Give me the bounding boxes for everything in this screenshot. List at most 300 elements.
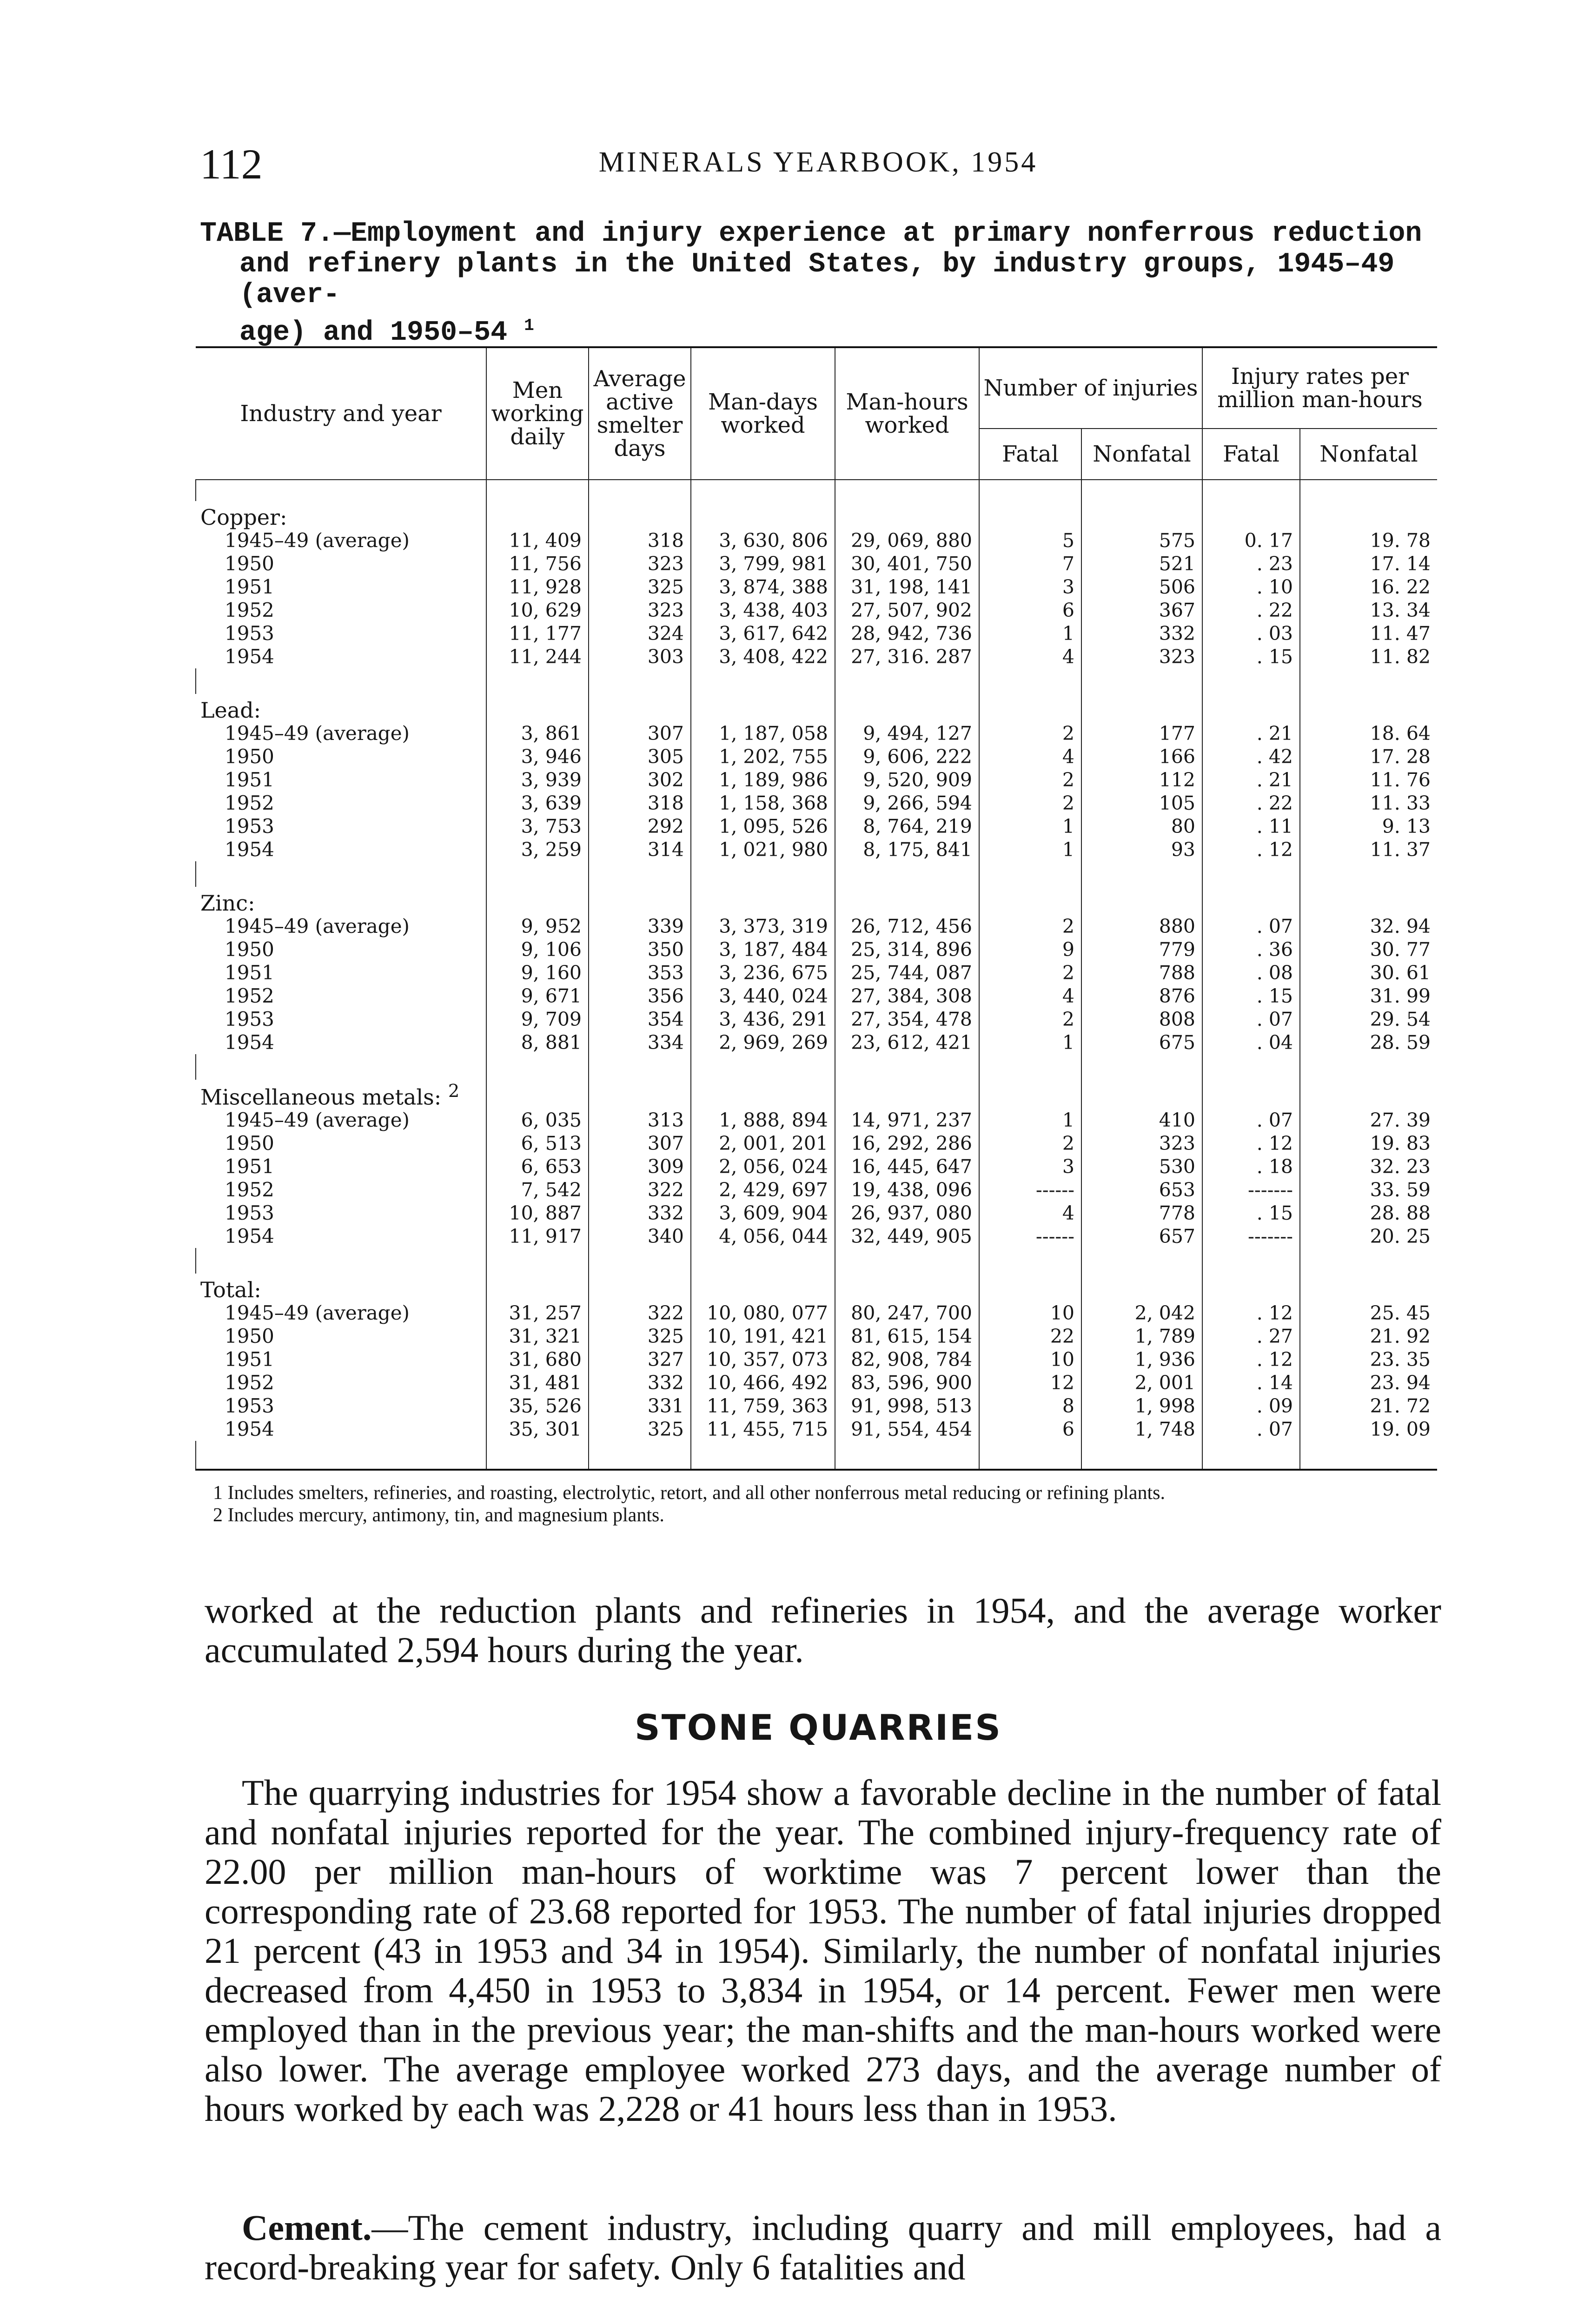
- cell-active-days: 323: [589, 599, 691, 622]
- row-label: 1954: [225, 1031, 274, 1054]
- cell-men-working: 7, 542: [486, 1178, 589, 1202]
- cell-man-days: 1, 021, 980: [691, 838, 835, 861]
- cell-active-days: 356: [589, 984, 691, 1008]
- cell-man-days: 10, 191, 421: [691, 1325, 835, 1348]
- cell-rate-fatal: . 15: [1202, 984, 1300, 1008]
- cell-rate-nonfatal: 19. 78: [1300, 529, 1437, 552]
- cell-active-days: 339: [589, 915, 691, 938]
- injury-table: [195, 346, 1437, 1471]
- table-spacer: [196, 480, 1437, 501]
- row-label: 1945–49 (average): [225, 915, 410, 938]
- cell-man-days: 1, 095, 526: [691, 815, 835, 838]
- cell-nonfatal: 323: [1081, 645, 1202, 668]
- cell-rate-fatal: . 07: [1202, 1109, 1300, 1132]
- cell-fatal: 1: [979, 1031, 1081, 1054]
- cell-man-hours: 81, 615, 154: [835, 1325, 979, 1348]
- cell-man-days: 1, 202, 755: [691, 745, 835, 768]
- cell-nonfatal: 1, 936: [1081, 1348, 1202, 1371]
- cell-man-hours: 26, 937, 080: [835, 1202, 979, 1225]
- table-caption-line-3: age) and 1950–54: [239, 317, 508, 349]
- cell-rate-nonfatal: 28. 59: [1300, 1031, 1437, 1054]
- table-row: [196, 622, 1437, 645]
- cell-men-working: 31, 481: [486, 1371, 589, 1394]
- cell-active-days: 318: [589, 792, 691, 815]
- cell-active-days: 307: [589, 1132, 691, 1155]
- cell-fatal: 1: [979, 622, 1081, 645]
- cell-rate-fatal: . 11: [1202, 815, 1300, 838]
- group-name: Lead:: [200, 698, 261, 723]
- cell-man-days: 3, 617, 642: [691, 622, 835, 645]
- cell-fatal: 2: [979, 1008, 1081, 1031]
- cell-fatal: 2: [979, 961, 1081, 984]
- cell-nonfatal: 1, 748: [1081, 1418, 1202, 1441]
- table-row: [196, 1301, 1437, 1325]
- cell-men-working: 6, 513: [486, 1132, 589, 1155]
- cell-man-hours: 28, 942, 736: [835, 622, 979, 645]
- table-body: [196, 480, 1437, 1470]
- cell-rate-fatal: -------: [1202, 1225, 1300, 1248]
- cell-man-hours: 91, 554, 454: [835, 1418, 979, 1441]
- cell-nonfatal: 177: [1081, 722, 1202, 745]
- table-row: [196, 1155, 1437, 1178]
- table-row: [196, 984, 1437, 1008]
- table-row: [196, 599, 1437, 622]
- cell-fatal: 10: [979, 1301, 1081, 1325]
- cell-men-working: 35, 301: [486, 1418, 589, 1441]
- cell-nonfatal: 166: [1081, 745, 1202, 768]
- cell-rate-fatal: . 09: [1202, 1394, 1300, 1418]
- table-row: [196, 1202, 1437, 1225]
- cell-men-working: 3, 861: [486, 722, 589, 745]
- cell-man-days: 1, 888, 894: [691, 1109, 835, 1132]
- group-name: Zinc:: [200, 891, 255, 916]
- cell-rate-nonfatal: 23. 94: [1300, 1371, 1437, 1394]
- cell-man-hours: 27, 507, 902: [835, 599, 979, 622]
- cell-man-hours: 31, 198, 141: [835, 575, 979, 599]
- cell-man-days: 2, 001, 201: [691, 1132, 835, 1155]
- cell-nonfatal: 675: [1081, 1031, 1202, 1054]
- table-row: [196, 768, 1437, 792]
- cell-rate-nonfatal: 17. 14: [1300, 552, 1437, 575]
- table-row: [196, 1132, 1437, 1155]
- cell-rate-nonfatal: 11. 37: [1300, 838, 1437, 861]
- cell-men-working: 3, 753: [486, 815, 589, 838]
- cell-rate-fatal: . 21: [1202, 768, 1300, 792]
- cell-fatal: 7: [979, 552, 1081, 575]
- cell-nonfatal: 1, 789: [1081, 1325, 1202, 1348]
- cell-nonfatal: 112: [1081, 768, 1202, 792]
- cell-men-working: 3, 946: [486, 745, 589, 768]
- cell-active-days: 325: [589, 575, 691, 599]
- cell-rate-nonfatal: 13. 34: [1300, 599, 1437, 622]
- cell-man-hours: 8, 175, 841: [835, 838, 979, 861]
- cell-man-days: 3, 799, 981: [691, 552, 835, 575]
- table-row: [196, 575, 1437, 599]
- cell-man-hours: 27, 384, 308: [835, 984, 979, 1008]
- cell-rate-nonfatal: 18. 64: [1300, 722, 1437, 745]
- cell-active-days: 313: [589, 1109, 691, 1132]
- cell-men-working: 3, 639: [486, 792, 589, 815]
- cell-nonfatal: 323: [1081, 1132, 1202, 1155]
- row-label: 1951: [225, 961, 274, 984]
- cell-man-days: 10, 080, 077: [691, 1301, 835, 1325]
- cell-nonfatal: 788: [1081, 961, 1202, 984]
- cell-man-days: 3, 438, 403: [691, 599, 835, 622]
- cell-active-days: 334: [589, 1031, 691, 1054]
- cell-fatal: 4: [979, 1202, 1081, 1225]
- cell-rate-fatal: . 14: [1202, 1371, 1300, 1394]
- cell-man-days: 1, 187, 058: [691, 722, 835, 745]
- cell-man-hours: 19, 438, 096: [835, 1178, 979, 1202]
- cell-man-hours: 9, 494, 127: [835, 722, 979, 745]
- page-number: 112: [200, 140, 263, 188]
- cell-active-days: 324: [589, 622, 691, 645]
- cell-active-days: 314: [589, 838, 691, 861]
- cell-fatal: 22: [979, 1325, 1081, 1348]
- group-header-row: [196, 501, 1437, 529]
- cell-active-days: 332: [589, 1371, 691, 1394]
- cell-man-days: 1, 158, 368: [691, 792, 835, 815]
- cell-rate-fatal: . 10: [1202, 575, 1300, 599]
- table-footnotes: [200, 1482, 1437, 1526]
- cell-fatal: 1: [979, 838, 1081, 861]
- row-label: 1945–49 (average): [225, 722, 410, 745]
- cell-man-hours: 27, 354, 478: [835, 1008, 979, 1031]
- row-label: 1953: [225, 1202, 274, 1225]
- row-label: 1951: [225, 1155, 274, 1178]
- group-gap: [196, 861, 1437, 887]
- cell-fatal: 2: [979, 792, 1081, 815]
- header-industry-year: Industry and year: [196, 347, 486, 480]
- footnote-1: 1 Includes smelters, refineries, and roasting, electrolytic, retort, and all other nonferrous metal reducing or refining plants.: [213, 1482, 1165, 1504]
- cell-men-working: 10, 629: [486, 599, 589, 622]
- cell-man-days: 2, 429, 697: [691, 1178, 835, 1202]
- cell-men-working: 11, 244: [486, 645, 589, 668]
- cell-man-days: 3, 436, 291: [691, 1008, 835, 1031]
- cell-fatal: 6: [979, 599, 1081, 622]
- cell-active-days: 322: [589, 1301, 691, 1325]
- table-row: [196, 1325, 1437, 1348]
- cell-active-days: 322: [589, 1178, 691, 1202]
- cell-nonfatal: 657: [1081, 1225, 1202, 1248]
- row-label: 1945–49 (average): [225, 529, 410, 552]
- group-gap: [196, 668, 1437, 694]
- cell-rate-nonfatal: 21. 92: [1300, 1325, 1437, 1348]
- cell-active-days: 325: [589, 1325, 691, 1348]
- table-row: [196, 1371, 1437, 1394]
- cell-rate-fatal: . 07: [1202, 915, 1300, 938]
- cell-rate-nonfatal: 20. 25: [1300, 1225, 1437, 1248]
- cell-active-days: 309: [589, 1155, 691, 1178]
- table-row: [196, 529, 1437, 552]
- cell-rate-nonfatal: 25. 45: [1300, 1301, 1437, 1325]
- cell-rate-nonfatal: 32. 23: [1300, 1155, 1437, 1178]
- row-label: 1950: [225, 938, 274, 961]
- cell-man-days: 2, 056, 024: [691, 1155, 835, 1178]
- cell-men-working: 9, 709: [486, 1008, 589, 1031]
- cell-active-days: 340: [589, 1225, 691, 1248]
- cell-fatal: 10: [979, 1348, 1081, 1371]
- cell-fatal: 5: [979, 529, 1081, 552]
- cell-man-days: 2, 969, 269: [691, 1031, 835, 1054]
- cell-active-days: 302: [589, 768, 691, 792]
- cell-men-working: 6, 653: [486, 1155, 589, 1178]
- cell-man-hours: 23, 612, 421: [835, 1031, 979, 1054]
- header-injury-rates: Injury rates per million man-hours: [1202, 347, 1437, 429]
- cell-nonfatal: 808: [1081, 1008, 1202, 1031]
- cell-rate-fatal: . 07: [1202, 1418, 1300, 1441]
- cell-rate-fatal: -------: [1202, 1178, 1300, 1202]
- cell-rate-fatal: . 27: [1202, 1325, 1300, 1348]
- cell-nonfatal: 876: [1081, 984, 1202, 1008]
- table-row: [196, 1008, 1437, 1031]
- cell-man-hours: 30, 401, 750: [835, 552, 979, 575]
- cell-fatal: 12: [979, 1371, 1081, 1394]
- cell-active-days: 303: [589, 645, 691, 668]
- row-label: 1953: [225, 815, 274, 838]
- cell-fatal: 2: [979, 915, 1081, 938]
- cell-man-days: 3, 874, 388: [691, 575, 835, 599]
- cell-nonfatal: 105: [1081, 792, 1202, 815]
- cell-men-working: 35, 526: [486, 1394, 589, 1418]
- cell-men-working: 3, 259: [486, 838, 589, 861]
- cell-man-days: 10, 466, 492: [691, 1371, 835, 1394]
- table-row: [196, 792, 1437, 815]
- header-man-days: Man-days worked: [691, 347, 835, 480]
- row-label: 1945–49 (average): [225, 1301, 410, 1325]
- cell-man-hours: 25, 744, 087: [835, 961, 979, 984]
- cell-rate-nonfatal: 16. 22: [1300, 575, 1437, 599]
- running-head: [200, 139, 1437, 191]
- cell-nonfatal: 2, 042: [1081, 1301, 1202, 1325]
- cell-man-hours: 9, 606, 222: [835, 745, 979, 768]
- cell-men-working: 9, 671: [486, 984, 589, 1008]
- cell-man-hours: 83, 596, 900: [835, 1371, 979, 1394]
- row-label: 1951: [225, 575, 274, 598]
- cell-man-hours: 80, 247, 700: [835, 1301, 979, 1325]
- cell-nonfatal: 530: [1081, 1155, 1202, 1178]
- cell-man-days: 3, 236, 675: [691, 961, 835, 984]
- cell-man-hours: 25, 314, 896: [835, 938, 979, 961]
- table-row: [196, 552, 1437, 575]
- row-label: 1952: [225, 792, 274, 814]
- header-nonfatal: Nonfatal: [1081, 429, 1202, 480]
- cell-rate-fatal: . 18: [1202, 1155, 1300, 1178]
- cell-men-working: 11, 928: [486, 575, 589, 599]
- cell-rate-nonfatal: 31. 99: [1300, 984, 1437, 1008]
- cell-rate-fatal: . 07: [1202, 1008, 1300, 1031]
- group-gap: [196, 1054, 1437, 1080]
- cell-man-hours: 91, 998, 513: [835, 1394, 979, 1418]
- cell-active-days: 305: [589, 745, 691, 768]
- cell-men-working: 9, 106: [486, 938, 589, 961]
- cell-fatal: 2: [979, 768, 1081, 792]
- cell-rate-nonfatal: 30. 61: [1300, 961, 1437, 984]
- cell-men-working: 31, 257: [486, 1301, 589, 1325]
- cell-nonfatal: 653: [1081, 1178, 1202, 1202]
- row-label: 1950: [225, 552, 274, 575]
- cell-nonfatal: 575: [1081, 529, 1202, 552]
- cell-rate-nonfatal: 23. 35: [1300, 1348, 1437, 1371]
- cell-man-days: 3, 373, 319: [691, 915, 835, 938]
- cell-men-working: 6, 035: [486, 1109, 589, 1132]
- running-title: MINERALS YEARBOOK, 1954: [598, 146, 1038, 178]
- section-heading: STONE QUARRIES: [635, 1707, 1002, 1748]
- cell-man-hours: 9, 266, 594: [835, 792, 979, 815]
- cell-nonfatal: 506: [1081, 575, 1202, 599]
- cell-active-days: 353: [589, 961, 691, 984]
- row-label: 1945–49 (average): [225, 1109, 410, 1132]
- quarrying-paragraph: The quarrying industries for 1954 show a favorable decline in the number of fatal and nonfatal injuries reported for the year. The combined injury-frequency rate of 22.00 per million man-hours of worktime was 7 percent lower than the corresponding rate of 23.68 reported for 1953. The number of fatal injuries dropped 21 percent (43 in 1953 and 34 in 1954). Similarly, the number of nonfatal injuries decreased from 4,450 in 1953 to 3,834 in 1954, or 14 percent. Fewer men were employed than in the previous year; the man-shifts and the man-hours worked were also lower. The average employee worked 273 days, and the average number of hours worked by each was 2,228 or 41 hours less than in 1953.: [205, 1772, 1441, 2129]
- cell-fatal: 3: [979, 575, 1081, 599]
- cell-active-days: 292: [589, 815, 691, 838]
- cell-men-working: 31, 321: [486, 1325, 589, 1348]
- group-name: Total:: [200, 1277, 261, 1303]
- row-label: 1953: [225, 1394, 274, 1418]
- cell-fatal: 4: [979, 984, 1081, 1008]
- cell-nonfatal: 332: [1081, 622, 1202, 645]
- group-name: Copper:: [200, 505, 287, 530]
- cell-nonfatal: 778: [1081, 1202, 1202, 1225]
- cell-men-working: 10, 887: [486, 1202, 589, 1225]
- cell-rate-nonfatal: 11. 76: [1300, 768, 1437, 792]
- cell-men-working: 8, 881: [486, 1031, 589, 1054]
- cell-man-hours: 16, 445, 647: [835, 1155, 979, 1178]
- cell-man-hours: 16, 292, 286: [835, 1132, 979, 1155]
- cell-man-hours: 26, 712, 456: [835, 915, 979, 938]
- cell-rate-fatal: 0. 17: [1202, 529, 1300, 552]
- header-number-of-injuries: Number of injuries: [979, 347, 1202, 429]
- cell-men-working: 3, 939: [486, 768, 589, 792]
- cell-fatal: ------: [979, 1225, 1081, 1248]
- table-row: [196, 915, 1437, 938]
- cell-rate-fatal: . 22: [1202, 792, 1300, 815]
- table-row: [196, 745, 1437, 768]
- table-row: [196, 1225, 1437, 1248]
- cell-rate-fatal: . 15: [1202, 645, 1300, 668]
- row-label: 1954: [225, 838, 274, 861]
- cell-rate-nonfatal: 19. 83: [1300, 1132, 1437, 1155]
- cell-nonfatal: 521: [1081, 552, 1202, 575]
- group-header-row: [196, 887, 1437, 915]
- table-row: [196, 1031, 1437, 1054]
- header-fatal: Fatal: [979, 429, 1081, 480]
- table-row: [196, 1109, 1437, 1132]
- table-row: [196, 961, 1437, 984]
- cell-fatal: 3: [979, 1155, 1081, 1178]
- cell-active-days: 318: [589, 529, 691, 552]
- cell-man-days: 3, 440, 024: [691, 984, 835, 1008]
- cement-paragraph: [205, 2208, 1441, 2287]
- cell-fatal: ------: [979, 1178, 1081, 1202]
- table-row: [196, 1418, 1437, 1441]
- row-label: 1951: [225, 1348, 274, 1371]
- table-row: [196, 838, 1437, 861]
- cell-active-days: 332: [589, 1202, 691, 1225]
- cell-men-working: 11, 917: [486, 1225, 589, 1248]
- row-label: 1953: [225, 1008, 274, 1030]
- caption-footnote-ref: 1: [524, 316, 534, 335]
- table-row: [196, 1348, 1437, 1371]
- header-active-days: Average active smelter days: [589, 347, 691, 480]
- cell-active-days: 354: [589, 1008, 691, 1031]
- cell-rate-fatal: . 15: [1202, 1202, 1300, 1225]
- table-row: [196, 815, 1437, 838]
- header-man-hours: Man-hours worked: [835, 347, 979, 480]
- cell-rate-nonfatal: 28. 88: [1300, 1202, 1437, 1225]
- cell-rate-fatal: . 08: [1202, 961, 1300, 984]
- row-label: 1954: [225, 1225, 274, 1248]
- cell-rate-nonfatal: 9. 13: [1300, 815, 1437, 838]
- group-header-row: [196, 694, 1437, 722]
- cell-men-working: 11, 177: [486, 622, 589, 645]
- row-label: 1950: [225, 1325, 274, 1348]
- group-header-row: [196, 1274, 1437, 1301]
- cell-rate-nonfatal: 17. 28: [1300, 745, 1437, 768]
- cell-man-days: 3, 187, 484: [691, 938, 835, 961]
- cell-nonfatal: 367: [1081, 599, 1202, 622]
- cell-man-hours: 32, 449, 905: [835, 1225, 979, 1248]
- table-caption-line-2: and refinery plants in the United States, by industry groups, 1945–49 (aver-: [239, 249, 1395, 311]
- cell-fatal: 4: [979, 645, 1081, 668]
- table-row: [196, 645, 1437, 668]
- cell-man-hours: 14, 971, 237: [835, 1109, 979, 1132]
- table-bottom-rule: [196, 1441, 1437, 1470]
- cell-rate-nonfatal: 11. 47: [1300, 622, 1437, 645]
- row-label: 1954: [225, 645, 274, 668]
- cell-nonfatal: 779: [1081, 938, 1202, 961]
- cell-men-working: 11, 409: [486, 529, 589, 552]
- cell-rate-fatal: . 21: [1202, 722, 1300, 745]
- cell-man-hours: 9, 520, 909: [835, 768, 979, 792]
- cell-rate-fatal: . 12: [1202, 838, 1300, 861]
- row-label: 1952: [225, 984, 274, 1007]
- cell-rate-nonfatal: 30. 77: [1300, 938, 1437, 961]
- header-rate-nonfatal: Nonfatal: [1300, 429, 1437, 480]
- cement-run-in: Cement.: [242, 2207, 372, 2248]
- cell-active-days: 307: [589, 722, 691, 745]
- cell-rate-nonfatal: 29. 54: [1300, 1008, 1437, 1031]
- group-footnote-ref: 2: [448, 1081, 460, 1102]
- table-row: [196, 938, 1437, 961]
- row-label: 1952: [225, 1371, 274, 1394]
- row-label: 1951: [225, 768, 274, 791]
- cell-rate-fatal: . 36: [1202, 938, 1300, 961]
- cell-rate-fatal: . 04: [1202, 1031, 1300, 1054]
- cell-fatal: 1: [979, 815, 1081, 838]
- continuation-paragraph: worked at the reduction plants and refineries in 1954, and the average worker accumulated 2,594 hours during the year.: [205, 1590, 1441, 1670]
- table-row: [196, 1178, 1437, 1202]
- cell-rate-fatal: . 12: [1202, 1132, 1300, 1155]
- cell-rate-fatal: . 03: [1202, 622, 1300, 645]
- cell-rate-nonfatal: 11. 33: [1300, 792, 1437, 815]
- cell-man-days: 1, 189, 986: [691, 768, 835, 792]
- cell-men-working: 9, 952: [486, 915, 589, 938]
- cell-rate-nonfatal: 19. 09: [1300, 1418, 1437, 1441]
- cell-rate-fatal: . 42: [1202, 745, 1300, 768]
- cell-rate-nonfatal: 11. 82: [1300, 645, 1437, 668]
- cell-man-days: 3, 630, 806: [691, 529, 835, 552]
- group-name: Miscellaneous metals:: [200, 1084, 442, 1110]
- table-row: [196, 722, 1437, 745]
- cell-fatal: 8: [979, 1394, 1081, 1418]
- cell-fatal: 2: [979, 1132, 1081, 1155]
- cell-rate-nonfatal: 27. 39: [1300, 1109, 1437, 1132]
- cell-rate-fatal: . 23: [1202, 552, 1300, 575]
- cell-man-hours: 8, 764, 219: [835, 815, 979, 838]
- cell-active-days: 325: [589, 1418, 691, 1441]
- header-men-working: Men working daily: [486, 347, 589, 480]
